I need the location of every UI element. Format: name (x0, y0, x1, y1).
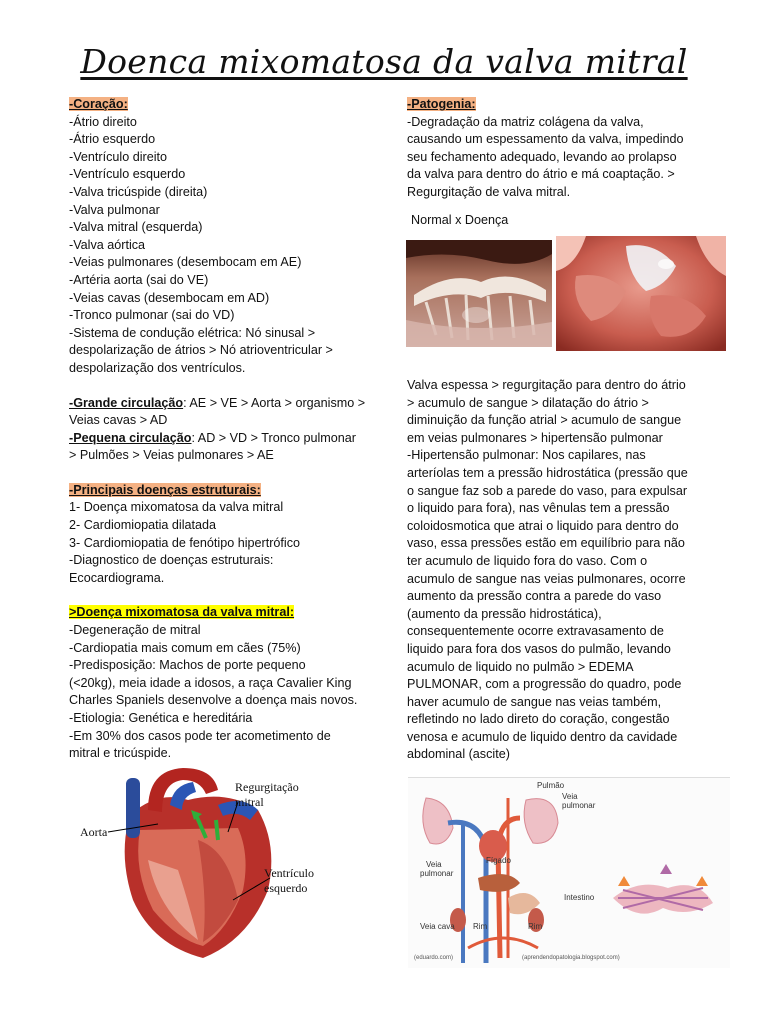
label-aorta: Aorta (80, 825, 108, 839)
paragraph-line: em veias pulmonares > hipertensão pulmonar (407, 430, 663, 445)
pequena-circulacao-label: -Pequena circulação (69, 430, 192, 445)
list-item: despolarização dos ventrículos. (69, 360, 246, 375)
paragraph-line: abdominal (ascite) (407, 747, 510, 762)
grande-circulacao-text: : AE > VE > Aorta > organismo > (183, 395, 366, 410)
label-mitral: mitral (235, 795, 264, 809)
label-intestino: Intestino (564, 893, 595, 902)
paragraph-line: liquido para fora dos vasos do pulmão, levando (407, 641, 671, 656)
paragraph-line: consequentemente ocorre extravasamento de (407, 624, 664, 639)
paragraph-line: acumulo de sangue nas veias pulmonares, ocorre (407, 571, 686, 586)
paragraph-line: PULMONAR, com a progressão do quadro, pode (407, 677, 682, 692)
list-item: -Em 30% dos casos pode ter acometimento de (69, 728, 331, 743)
paragraph-line: haver acumulo de sangue nas veias também, (407, 694, 662, 709)
normal-doenca-caption: Normal x Doença (411, 213, 509, 227)
list-item: mitral e tricúspide. (69, 746, 172, 761)
label-figado: Fígado (486, 856, 511, 865)
list-item: -Veias cavas (desembocam em AD) (69, 290, 270, 305)
grande-circulacao-text2: Veias cavas > AD (69, 413, 168, 428)
credit-right: (aprendendopatologia.blogspot.com) (522, 955, 620, 961)
grande-circulacao (69, 395, 375, 413)
list-item: Charles Spaniels desenvolve a doença mais novos. (69, 693, 358, 708)
right-column-top (407, 96, 703, 202)
list-item: -Predisposição: Machos de porte pequeno (69, 658, 306, 673)
paragraph-line: (aumento da pressão hidrostática), (407, 606, 602, 621)
paragraph-line: refletindo no lado direto do coração, congestão (407, 712, 670, 727)
list-item: Ecocardiograma. (69, 570, 165, 585)
list-item: despolarização de átrios > Nó atrioventricular > (69, 343, 333, 358)
paragraph-line: vaso, essa pressões estão em equilíbrio para não (407, 536, 685, 551)
paragraph-line: diminuição da função atrial > acumulo de sangue (407, 413, 682, 428)
doencas-list (69, 499, 375, 587)
list-item: 1- Doença mixomatosa da valva mitral (69, 500, 284, 515)
paragraph-line: Regurgitação de valva mitral. (407, 184, 571, 199)
paragraph-line: da valva para dentro do átrio e má coaptação. > (407, 167, 675, 182)
paragraph-line: > acumulo de sangue > dilatação do átrio > (407, 395, 649, 410)
pequena-circulacao (69, 430, 375, 448)
list-item: 3- Cardiomiopatia de fenótipo hipertrófico (69, 535, 301, 550)
label-veia-pulmonar-right: Veia (562, 792, 578, 801)
list-item: -Átrio esquerdo (69, 132, 156, 147)
paragraph-line: Valva espessa > regurgitação para dentro do átrio (407, 378, 686, 392)
list-item: -Etiologia: Genética e hereditária (69, 711, 253, 725)
right-column-bottom (407, 377, 703, 764)
label-regurgitacao: Regurgitação (235, 780, 299, 794)
list-item: -Valva tricúspide (direita) (69, 184, 208, 199)
dmvm-list (69, 622, 375, 763)
pequena-circulacao-text: : AD > VD > Tronco pulmonar (191, 430, 356, 445)
list-item: -Ventrículo direito (69, 149, 168, 164)
list-item: -Sistema de condução elétrica: Nó sinusal > (69, 325, 316, 340)
paragraph-line: causando um espessamento da valva, impedindo (407, 132, 684, 147)
list-item: -Ventrículo esquerdo (69, 167, 186, 182)
label-veia-pulmonar-left: Veia (426, 860, 442, 869)
doencas-heading: -Principais doenças estruturais: (69, 482, 261, 497)
list-item: -Valva pulmonar (69, 202, 160, 217)
paragraph-line: seu fechamento adequado, levando ao prolapso (407, 149, 677, 164)
label-veia-pulmonar-left2: pulmonar (420, 869, 454, 878)
label-ventriculo: Ventrículo (264, 866, 314, 880)
label-veia-pulmonar-right2: pulmonar (562, 801, 596, 810)
paragraph-line: venosa e acumulo de liquido dentro da cavidade (407, 729, 678, 744)
paragraph-line: -Degradação da matriz colágena da valva, (407, 114, 644, 129)
list-item: -Valva aórtica (69, 237, 146, 252)
pequena-circulacao-text2: > Pulmões > Veias pulmonares > AE (69, 448, 274, 463)
list-item: -Veias pulmonares (desembocam em AE) (69, 255, 302, 270)
list-item: -Artéria aorta (sai do VE) (69, 272, 209, 287)
label-pulmao: Pulmão (537, 781, 565, 790)
paragraph-line: o liquido para fora), nas vênulas tem a pressão (407, 501, 670, 516)
diseased-valve-photo (556, 236, 726, 351)
patogenia-heading: -Patogenia: (407, 97, 476, 111)
list-item: -Tronco pulmonar (sai do VD) (69, 308, 235, 323)
list-item: -Diagnostico de doenças estruturais: (69, 553, 274, 568)
paragraph-line: -Hipertensão pulmonar: Nos capilares, nas (407, 448, 646, 463)
list-item: -Valva mitral (esquerda) (69, 220, 203, 235)
paragraph-line: ter acumulo de liquido fora do vaso. Com o (407, 553, 648, 568)
label-veia-cava: Veia cava (420, 922, 455, 931)
list-item: -Cardiopatia mais comum em cães (75%) (69, 640, 301, 655)
page-title: Doenca mixomatosa da valva mitral (80, 42, 688, 81)
coracao-heading: -Coração: (69, 97, 128, 111)
label-rim-left: Rim (473, 922, 488, 931)
paragraph-line: arteríolas tem a pressão hidrostática (pressão que (407, 465, 688, 480)
list-item: 2- Cardiomiopatia dilatada (69, 518, 217, 533)
dmvm-heading: >Doença mixomatosa da valva mitral: (69, 605, 295, 620)
normal-valve-photo (406, 240, 552, 347)
paragraph-line: coloidosmotica que atrai o liquido para dentro do (407, 518, 679, 533)
coracao-list (69, 114, 375, 378)
list-item: -Átrio direito (69, 114, 137, 129)
credit-left: (eduardo.com) (414, 955, 454, 961)
label-rim-right: Rim (528, 922, 543, 931)
paragraph-line: acumulo de liquido no pulmão > EDEMA (407, 659, 634, 674)
left-column (69, 96, 375, 763)
paragraph-line: aumento da pressão contra a parede do vaso (407, 589, 662, 604)
label-esquerdo: esquerdo (264, 881, 308, 895)
list-item: (<20kg), meia idade a idosos, a raça Cavalier King (69, 675, 352, 690)
list-item: -Degeneração de mitral (69, 623, 201, 638)
paragraph-line: o sangue faz sob a parede do vaso, para expulsar (407, 483, 688, 498)
grande-circulacao-label: -Grande circulação (69, 395, 184, 410)
